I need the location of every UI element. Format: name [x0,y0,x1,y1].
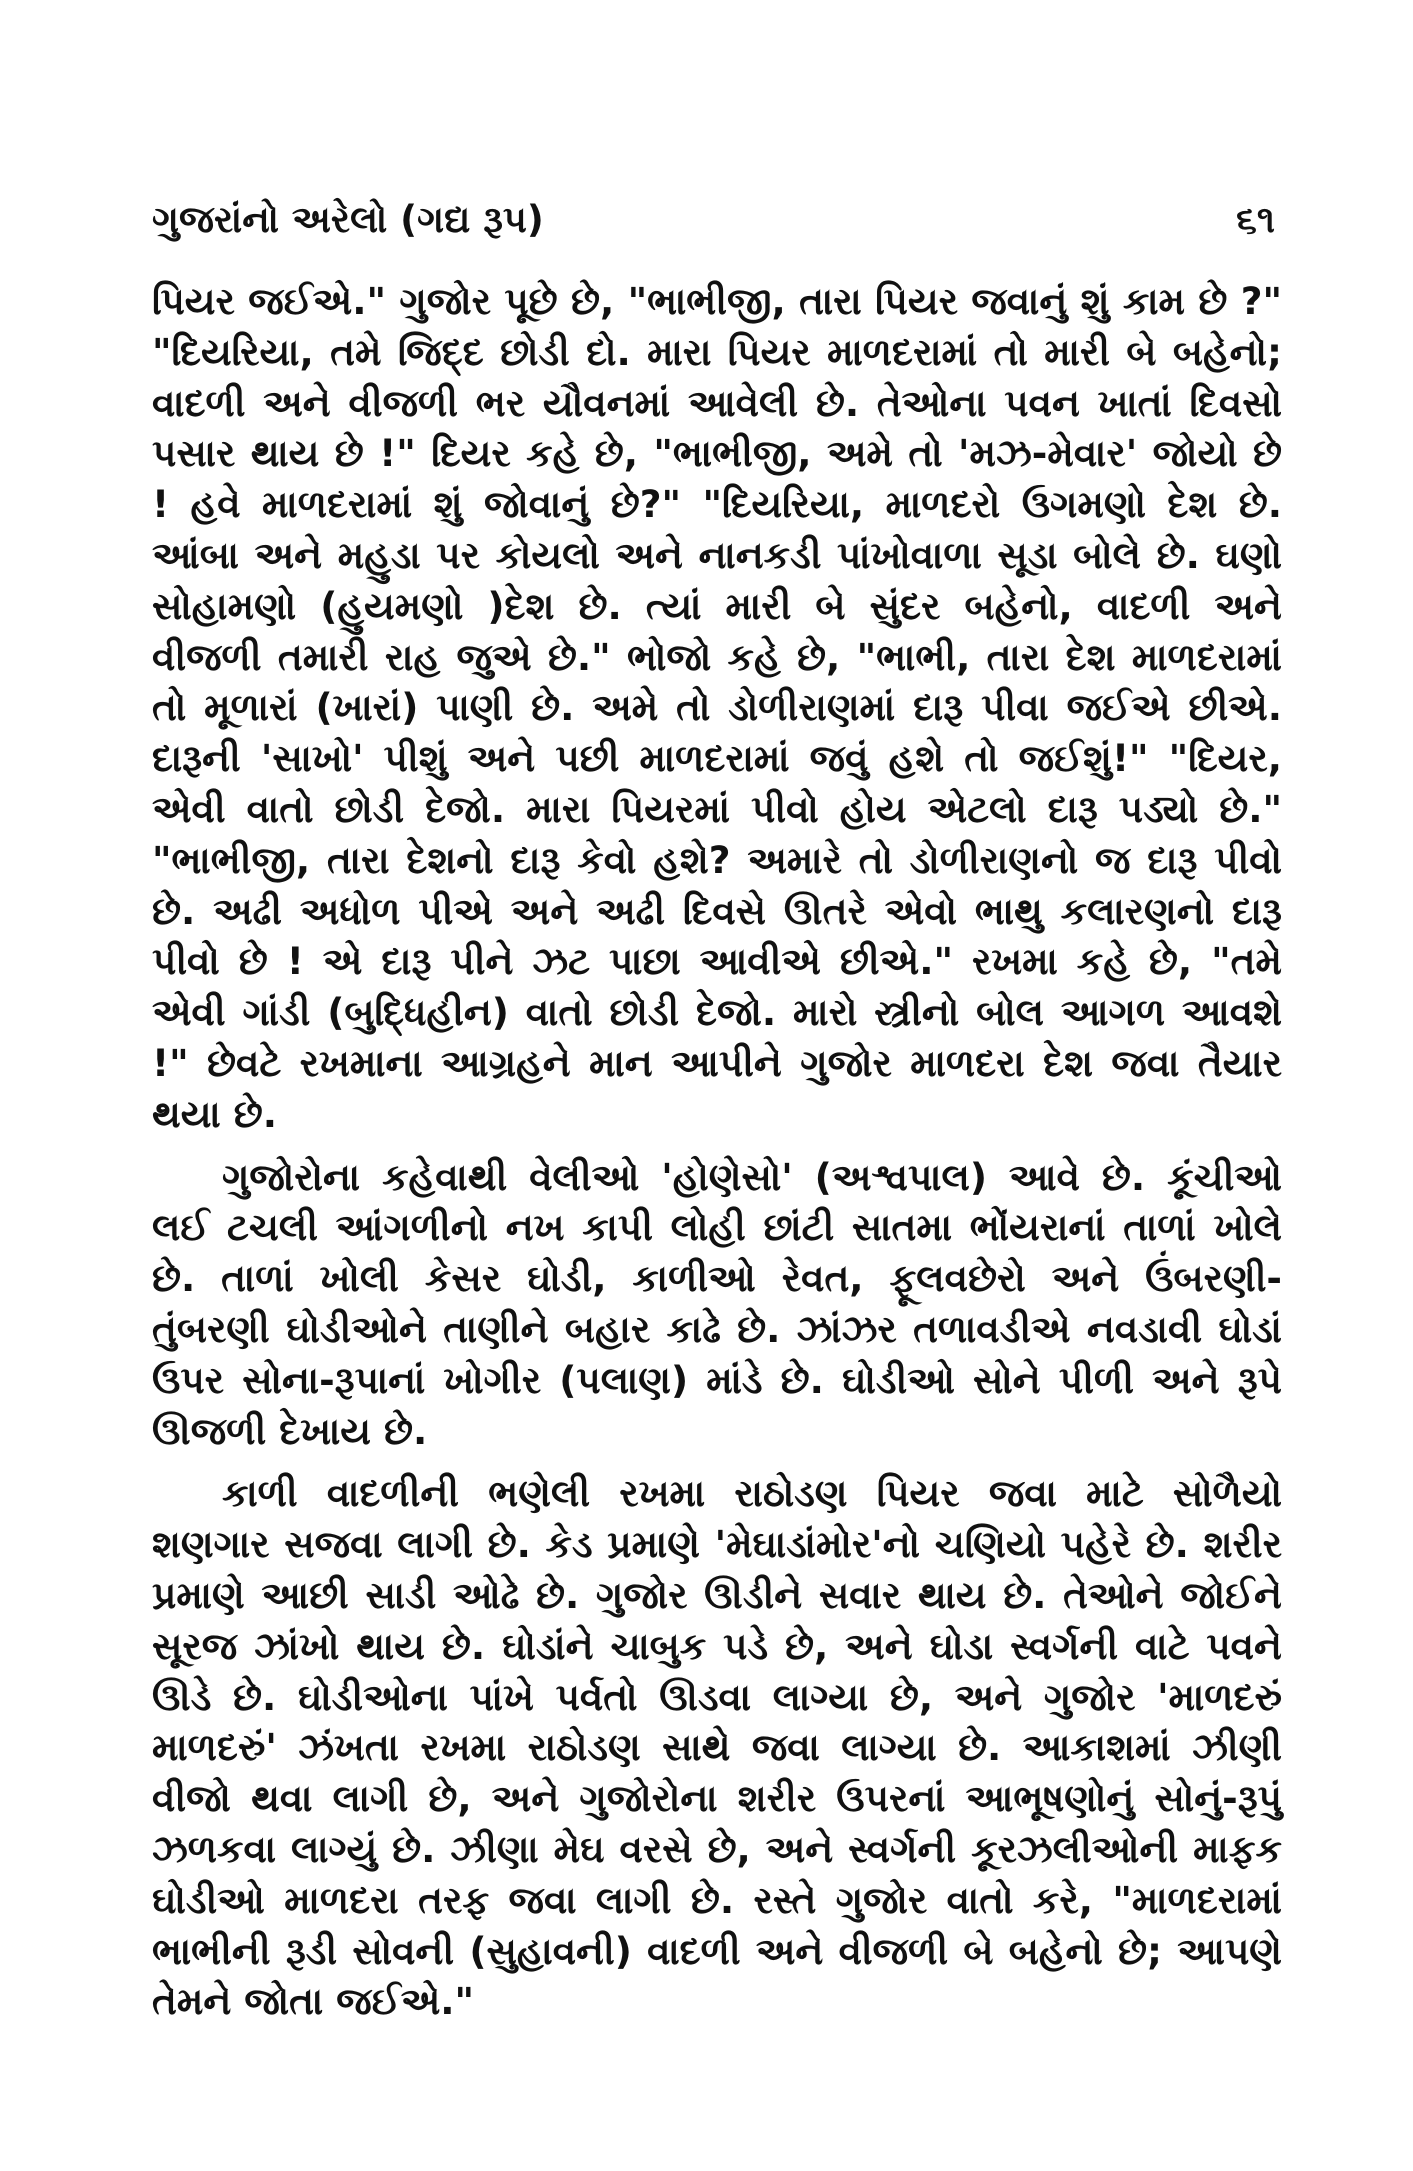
paragraph-1: પિયર જઈએ." ગુજોર પૂછે છે, "ભાભીજી, તારા પિયર જવાનું શું કામ છે ?" "દિયરિયા, તમે જિદ્દ છોડી દો. મારા પિયર માળદરામાં તો મારી બે બહેનો; વાદળી અને વીજળી ભર યૌવનમાં આવેલી છે. તેઓના પવન ખાતાં દિવસો પસાર થાય છે !" દિયર કહે છે, "ભાભીજી, અમે તો 'મઝ-મેવાર' જોયો છે ! હવે માળદરામાં શું જોવાનું છે?" "દિયરિયા, માળદરો ઉગમણો દેશ છે. આંબા અને મહુડા પર કોયલો અને નાનકડી પાંખોવાળા સૂડા બોલે છે. ઘણો સોહામણો (હુયમણો )દેશ છે. ત્યાં મારી બે સુંદર બહેનો, વાદળી અને વીજળી તમારી રાહ જુએ છે." ભોજો કહે છે, "ભાભી, તારા દેશ માળદરામાં તો મૂળારાં (ખારાં) પાણી છે. અમે તો ડોળીરાણમાં દારૂ પીવા જઈએ છીએ. દારૂની 'સાખો' પીશું અને પછી માળદરામાં જવું હશે તો જઈશું!" "દિયર, એવી વાતો છોડી દેજો. મારા પિયરમાં પીવો હોય એટલો દારૂ પડ્યો છે." "ભાભીજી, તારા દેશનો દારૂ કેવો હશે? અમારે તો ડોળીરાણનો જ દારૂ પીવો છે. અઢી અધોળ પીએ અને અઢી દિવસે ઊતરે એવો ભાથુ કલારણનો દારૂ પીવો છે ! એ દારૂ પીને ઝટ પાછા આવીએ છીએ." રખમા કહે છે, "તમે એવી ગાંડી (બુદ્ધિહીન) વાતો છોડી દેજો. મારો સ્ત્રીનો બોલ આગળ આવશે !" છેવટે રખમાના આગ્રહને માન આપીને ગુજોર માળદરા દેશ જવા તૈયાર થયા છે. [152,279,1282,1136]
body-text [152,276,1282,2039]
paragraph-3: કાળી વાદળીની ભણેલી રખમા રાઠોડણ પિયર જવા માટે સોળૈયો શણગાર સજવા લાગી છે. કેડ પ્રમાણે 'મેઘાડાંમોર'નો ચણિયો પહેરે છે. શરીર પ્રમાણે આછી સાડી ઓઢે છે. ગુજોર ઊડીને સવાર થાય છે. તેઓને જોઈને સૂરજ ઝાંખો થાય છે. ઘોડાંને ચાબુક પડે છે, અને ઘોડા સ્વર્ગની વાટે પવને ઊડે છે. ઘોડીઓના પાંખે પર્વતો ઊડવા લાગ્યા છે, અને ગુજોર 'માળદરું માળદરું' ઝંખતા રખમા રાઠોડણ સાથે જવા લાગ્યા છે. આકાશમાં ઝીણી વીજો થવા લાગી છે, અને ગુજોરોના શરીર ઉપરનાં આભૂષણોનું સોનું-રૂપું ઝળકવા લાગ્યું છે. ઝીણા મેઘ વરસે છે, અને સ્વર્ગની કૂરઝલીઓની માફક ઘોડીઓ માળદરા તરફ જવા લાગી છે. રસ્તે ગુજોર વાતો કરે, "માળદરામાં ભાભીની રૂડી સોવની (સુહાવની) વાદળી અને વીજળી બે બહેનો છે; આપણે તેમને જોતા જઈએ." [152,1471,1282,2024]
paragraph-2: ગુજોરોના કહેવાથી વેલીઓ 'હોણેસો' (અશ્વપાલ) આવે છે. કૂંચીઓ લઈ ટચલી આંગળીનો નખ કાપી લોહી છાંટી સાતમા ભોંયરાનાં તાળાં ખોલે છે. તાળાં ખોલી કેસર ઘોડી, કાળીઓ રેવત, ફૂલવછેરો અને ઉંબરણી-તુંબરણી ઘોડીઓને તાણીને બહાર કાઢે છે. ઝાંઝર તળાવડીએ નવડાવી ઘોડાં ઉપર સોના-રૂપાનાં ખોગીર (પલાણ) માંડે છે. ઘોડીઓ સોને પીળી અને રૂપે ઊજળી દેખાય છે. [152,1154,1282,1453]
running-header [152,190,1275,250]
chapter-title: ગુજરાંનો અરેલો (ગદ્ય રૂપ) [152,198,544,241]
page-number: ૬૧ [1236,198,1275,241]
